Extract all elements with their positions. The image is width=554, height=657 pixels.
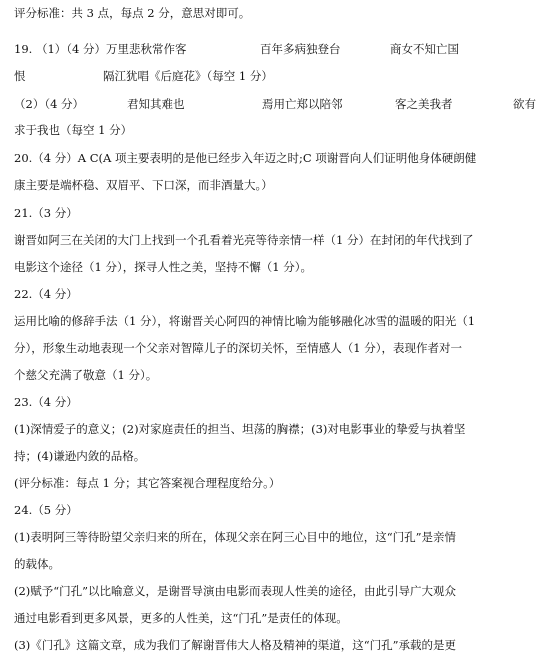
q19-part1-answer-2: 百年多病独登台	[260, 42, 341, 56]
grading-note-23: (评分标准：每点 1 分；其它答案视合理程度给分。）	[14, 476, 281, 490]
q24-answer-1: (1)表明阿三等待盼望父亲归来的所在，体现父亲在阿三心目中的地位，这“门孔”是亲情	[14, 530, 457, 544]
q19-part2-label: （2）（4 分）	[14, 97, 85, 111]
q19-part1-answer-3: 商女不知亡国	[390, 42, 459, 56]
q20-answer: 20.（4 分）A C(A 项主要表明的是他已经步入年迈之时;C 项谢晋向人们证明他身体硬朗健	[14, 151, 477, 165]
q24-answer-1-cont: 的载体。	[14, 557, 60, 571]
q19-part2-answer-2: 焉用亡郑以陪邻	[262, 97, 343, 111]
q24-answer-3: (3)《门孔》这篇文章，成为我们了解谢晋伟大人格及精神的渠道，这“门孔”承载的是更	[14, 638, 457, 652]
q21-heading: 21.（3 分）	[14, 206, 78, 220]
q22-answer: 运用比喻的修辞手法（1 分），将谢晋关心阿四的神情比喻为能够融化冰雪的温暖的阳光（1	[14, 314, 476, 328]
q23-answer-cont: 持；(4)谦逊内敛的品格。	[14, 449, 146, 463]
q23-answer: (1)深情爱子的意义；(2)对家庭责任的担当、坦荡的胸襟；(3)对电影事业的挚爱与执着坚	[14, 422, 466, 436]
q19-part2-answer-4: 欲有	[513, 97, 536, 111]
q21-answer: 谢晋如阿三在关闭的大门上找到一个孔看着光亮等待亲情一样（1 分）在封闭的年代找到了	[14, 233, 474, 247]
q19-part1-answer-1: 19. （1）（4 分）万里悲秋常作客	[14, 42, 187, 56]
q19-part1-answer-3-end: 恨	[14, 69, 26, 83]
q24-heading: 24.（5 分）	[14, 503, 78, 517]
q20-answer-cont: 康主要是端杯稳、双眉平、下口深，而非酒量大。）	[14, 178, 273, 192]
q19-part2-answer-1: 君知其难也	[127, 97, 185, 111]
q22-heading: 22.（4 分）	[14, 287, 78, 301]
q24-answer-2: (2)赋予“门孔”以比喻意义，是谢晋导演由电影而表现人性美的途径，由此引导广大观众	[14, 584, 457, 598]
q19-part1-answer-4: 隔江犹唱《后庭花》（每空 1 分）	[103, 69, 273, 83]
q24-answer-2-cont: 通过电影看到更多风景，更多的人性美，这“门孔”是责任的体现。	[14, 611, 348, 625]
q21-answer-cont: 电影这个途径（1 分），探寻人性之美，坚持不懈（1 分）。	[14, 260, 312, 274]
q19-part2-answer-3: 客之美我者	[395, 97, 453, 111]
q22-answer-cont-1: 分），形象生动地表现一个父亲对智障儿子的深切关怀，至情感人（1 分），表现作者对一	[14, 341, 462, 355]
grading-note-18: 评分标准：共 3 点，每点 2 分，意思对即可。	[14, 6, 251, 20]
q22-answer-cont-2: 个慈父充满了敬意（1 分）。	[14, 368, 158, 382]
q23-heading: 23.（4 分）	[14, 395, 78, 409]
q19-part2-answer-4-end: 求于我也（每空 1 分）	[14, 123, 133, 137]
